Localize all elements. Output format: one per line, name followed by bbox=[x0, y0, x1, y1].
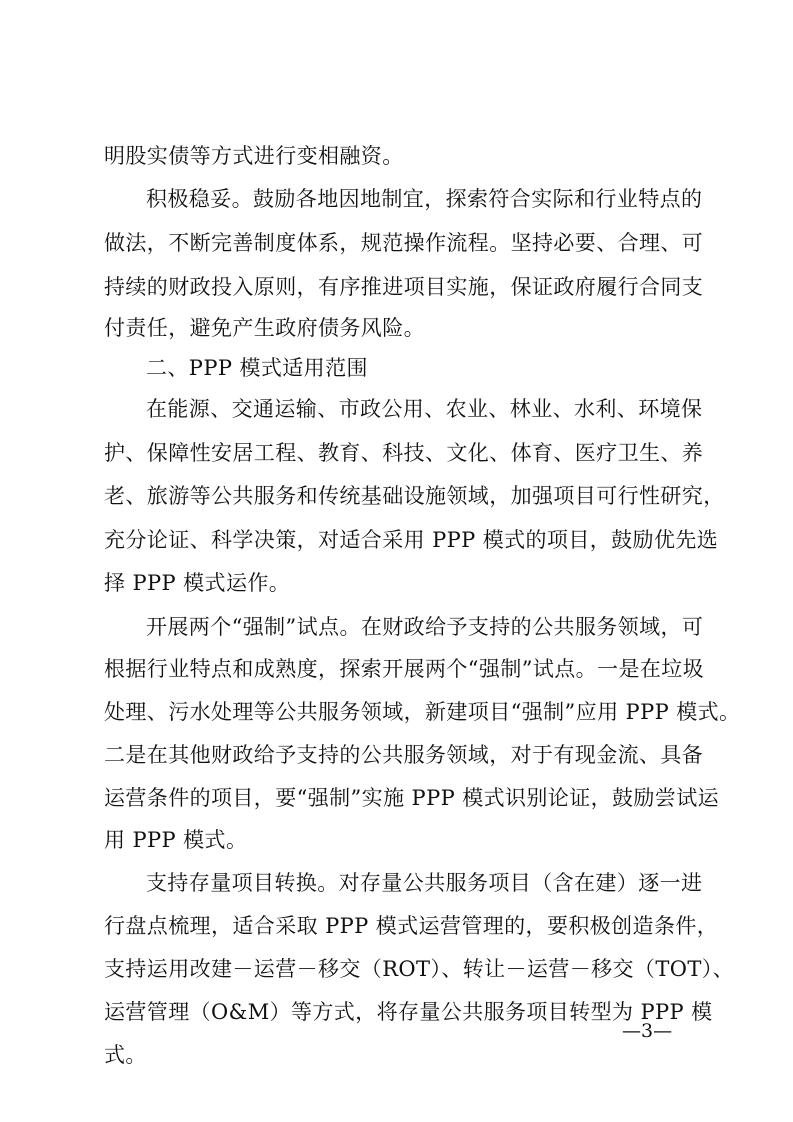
page-number: —3— bbox=[622, 1020, 673, 1042]
paragraph-heading-line: 积极稳妥。鼓励各地因地制宜，探索符合实际和行业特点的 bbox=[146, 187, 703, 211]
text-line: 支持运用改建－运营－移交（ROT）、转让－运营－移交（TOT）、 bbox=[104, 957, 735, 981]
text-line: 付责任，避免产生政府债务风险。 bbox=[104, 316, 425, 340]
text-line: 护、保障性安居工程、教育、科技、文化、体育、医疗卫生、养 bbox=[104, 441, 704, 465]
text-line: 持续的财政投入原则，有序推进项目实施，保证政府履行合同支 bbox=[104, 275, 704, 299]
text-line: 明股实债等方式进行变相融资。 bbox=[104, 144, 404, 168]
paragraph-heading-line: 支持存量项目转换。对存量公共服务项目（含在建）逐一进 bbox=[146, 871, 703, 895]
text-line: 用 PPP 模式。 bbox=[104, 828, 248, 852]
text-line: 式。 bbox=[104, 1043, 147, 1067]
text-line: 择 PPP 模式运作。 bbox=[104, 571, 291, 595]
text-line: 运营管理（O&M）等方式，将存量公共服务项目转型为 PPP 模 bbox=[104, 1000, 713, 1024]
text-line: 在能源、交通运输、市政公用、农业、林业、水利、环境保 bbox=[146, 397, 703, 421]
text-line: 根据行业特点和成熟度，探索开展两个“强制”试点。一是在垃圾 bbox=[104, 657, 705, 681]
paragraph-heading-line: 开展两个“强制”试点。在财政给予支持的公共服务领域，可 bbox=[146, 615, 704, 639]
text-line: 做法，不断完善制度体系，规范操作流程。坚持必要、合理、可 bbox=[104, 231, 704, 255]
text-line: 行盘点梳理，适合采取 PPP 模式运营管理的，要积极创造条件， bbox=[104, 914, 719, 938]
text-line: 充分论证、科学决策，对适合采用 PPP 模式的项目，鼓励优先选 bbox=[104, 528, 719, 552]
text-line: 处理、污水处理等公共服务领域，新建项目“强制”应用 PPP 模式。 bbox=[104, 700, 741, 724]
text-line: 老、旅游等公共服务和传统基础设施领域，加强项目可行性研究， bbox=[104, 484, 725, 508]
text-line: 二是在其他财政给予支持的公共服务领域，对于有现金流、具备 bbox=[104, 743, 704, 767]
text-line: 运营条件的项目，要“强制”实施 PPP 模式识别论证，鼓励尝试运 bbox=[104, 786, 720, 810]
section-heading: 二、PPP 模式适用范围 bbox=[146, 356, 368, 380]
